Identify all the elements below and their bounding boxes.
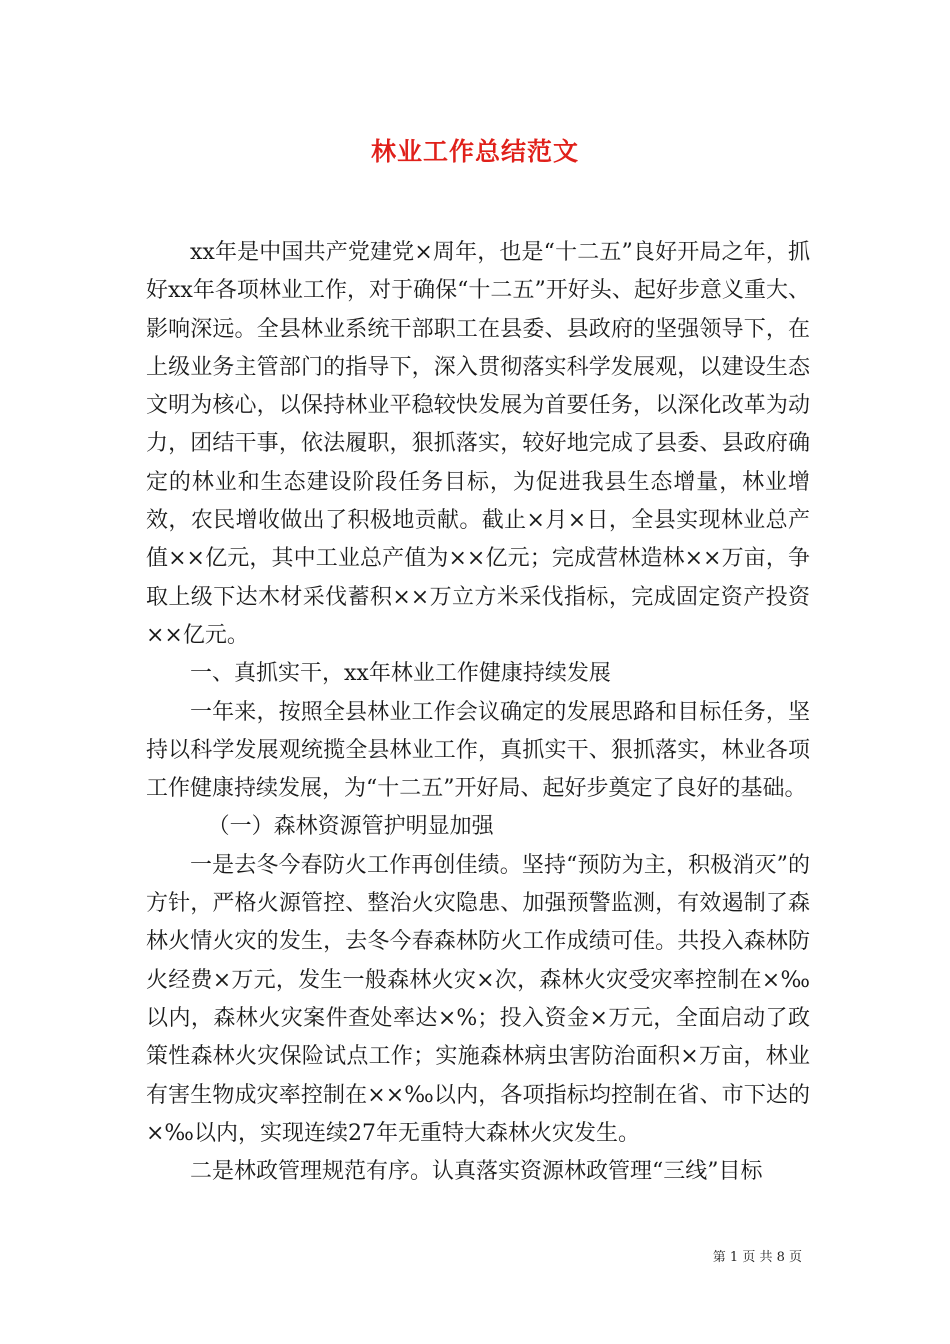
paragraph-section-1: 一年来，按照全县林业工作会议确定的发展思路和目标任务，坚持以科学发展观统揽全县林业工作，真抓实干、狠抓落实，林业各项工作健康持续发展，为“十二五”开好局、起好步奠定了良好的基础。 <box>146 699 810 802</box>
document-body <box>146 234 810 1191</box>
section-heading-1: 一、真抓实干，xx年林业工作健康持续发展 <box>190 661 611 687</box>
paragraph-intro: xx年是中国共产党建党×周年，也是“十二五”良好开局之年，抓好xx年各项林业工作，对于确保“十二五”开好头、起好步意义重大、影响深远。全县林业系统干部职工在县委、县政府的坚强领导下，在上级业务主管部门的指导下，深入贯彻落实科学发展观，以建设生态文明为核心，以保持林业平稳较快发展为首要任务，以深化改革为动力，团结干事，依法履职，狠抓落实，较好地完成了县委、县政府确定的林业和生态建设阶段任务目标，为促进我县生态增量，林业增效，农民增收做出了积极地贡献。截止×月×日，全县实现林业总产值××亿元，其中工业总产值为××亿元；完成营林造林××万亩，争取上级下达木材采伐蓄积××万立方米采伐指标，完成固定资产投资××亿元。 <box>146 240 810 648</box>
document-title: 林业工作总结范文 <box>370 137 579 166</box>
subsection-heading-1: （一）森林资源管护明显加强 <box>207 814 494 840</box>
paragraph-forest-admin: 二是林政管理规范有序。认真落实资源林政管理“三线”目标 <box>190 1159 763 1185</box>
page-footer: 第 1 页 共 8 页 <box>712 1250 802 1265</box>
paragraph-fire-prevention: 一是去冬今春防火工作再创佳绩。坚持“预防为主，积极消灭”的方针，严格火源管控、整治火灾隐患、加强预警监测，有效遏制了森林火情火灾的发生，去冬今春森林防火工作成绩可佳。共投入森林防火经费×万元，发生一般森林火灾×次，森林火灾受灾率控制在×‰以内，森林火灾案件查处率达×%；投入资金×万元，全面启动了政策性森林火灾保险试点工作；实施森林病虫害防治面积×万亩，林业有害生物成灾率控制在××‰以内，各项指标均控制在省、市下达的×‰以内，实现连续27年无重特大森林火灾发生。 <box>146 852 810 1146</box>
